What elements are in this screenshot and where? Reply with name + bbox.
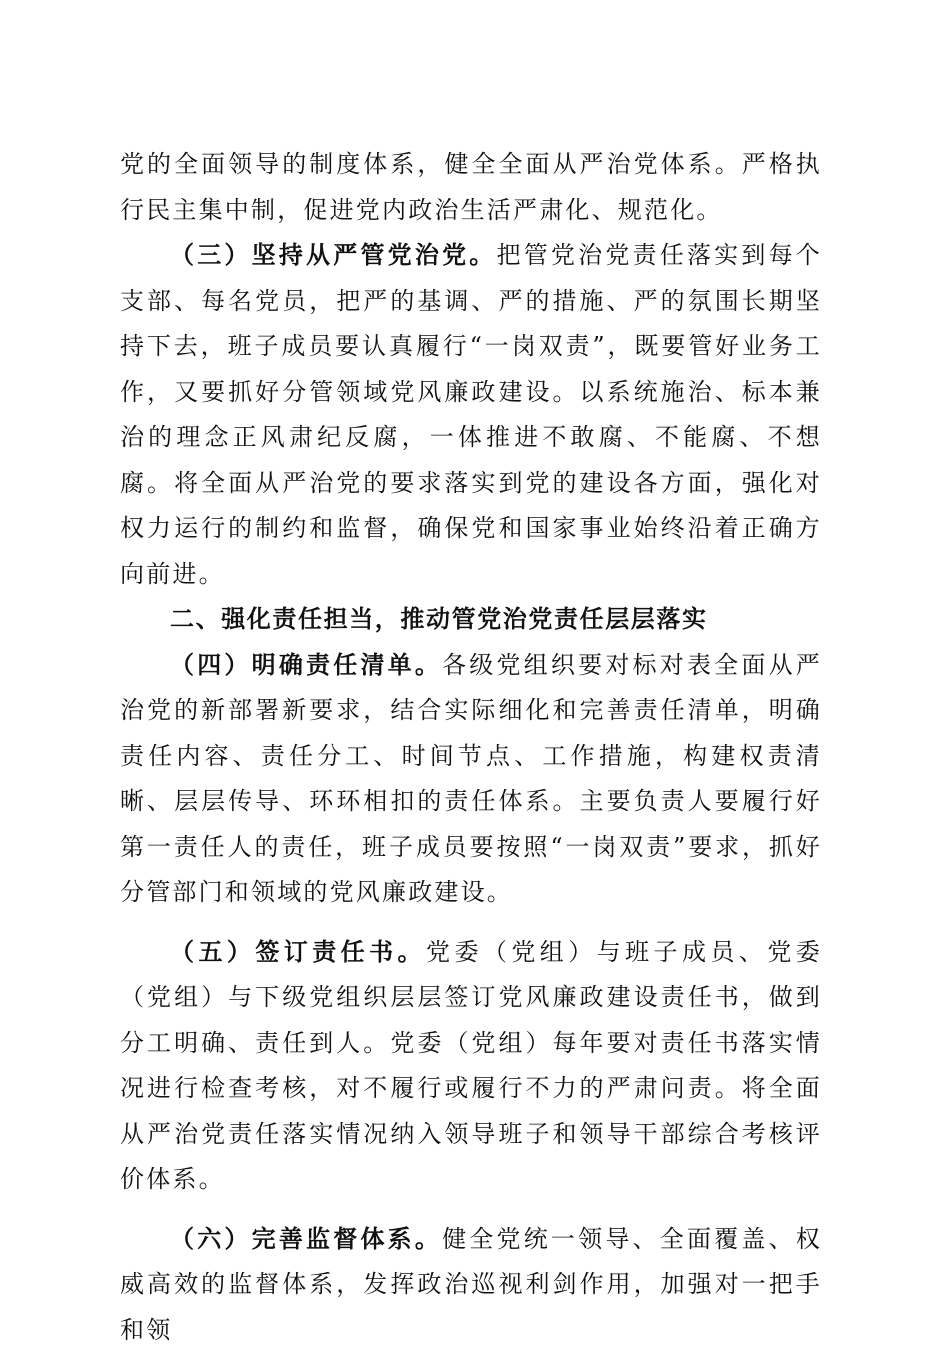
paragraph-lead: （五）签订责任书。 (170, 938, 426, 966)
paragraph-text: 健全党统一领导、全面覆盖、权威高效的监督体系，发挥政治巡视利剑作用，加强对一把手和领 (120, 1225, 822, 1344)
paragraph-lead: （六）完善监督体系。 (170, 1225, 442, 1253)
paragraph-responsibility-letter (120, 930, 822, 1203)
paragraph-continuation (120, 142, 822, 233)
paragraph-strict-governance (120, 233, 822, 597)
paragraph-text: 党委（党组）与班子成员、党委（党组）与下级党组织层层签订党风廉政建设责任书，做到分工明确、责任到人。党委（党组）每年要对责任书落实情况进行检查考核，对不履行或履行不力的严肃问责。将全面从严治党责任落实情况纳入领导班子和领导干部综合考核评价体系。 (120, 938, 822, 1194)
paragraph-text: 把管党治党责任落实到每个支部、每名党员，把严的基调、严的措施、严的氛围长期坚持下去，班子成员要认真履行“一岗双责”，既要管好业务工作，又要抓好分管领域党风廉政建设。以系统施治、标本兼治的理念正风肃纪反腐，一体推进不敢腐、不能腐、不想腐。将全面从严治党的要求落实到党的建设各方面，强化对权力运行的制约和监督，确保党和国家事业始终沿着正确方向前进。 (120, 241, 822, 588)
paragraph-responsibility-list (120, 643, 822, 916)
document-page (120, 142, 822, 1353)
paragraph-text: 党的全面领导的制度体系，健全全面从严治党体系。严格执行民主集中制，促进党内政治生活严肃化、规范化。 (120, 150, 822, 224)
paragraph-text: 各级党组织要对标对表全面从严治党的新部署新要求，结合实际细化和完善责任清单，明确责任内容、责任分工、时间节点、工作措施，构建权责清晰、层层传导、环环相扣的责任体系。主要负责人要履行好第一责任人的责任，班子成员要按照“一岗双责”要求，抓好分管部门和领域的党风廉政建设。 (120, 651, 822, 907)
paragraph-lead: （四）明确责任清单。 (170, 651, 442, 679)
section-heading-2: 二、强化责任担当，推动管党治党责任层层落实 (120, 597, 822, 643)
paragraph-supervision-system (120, 1217, 822, 1353)
paragraph-lead: （三）坚持从严管党治党。 (170, 241, 497, 269)
